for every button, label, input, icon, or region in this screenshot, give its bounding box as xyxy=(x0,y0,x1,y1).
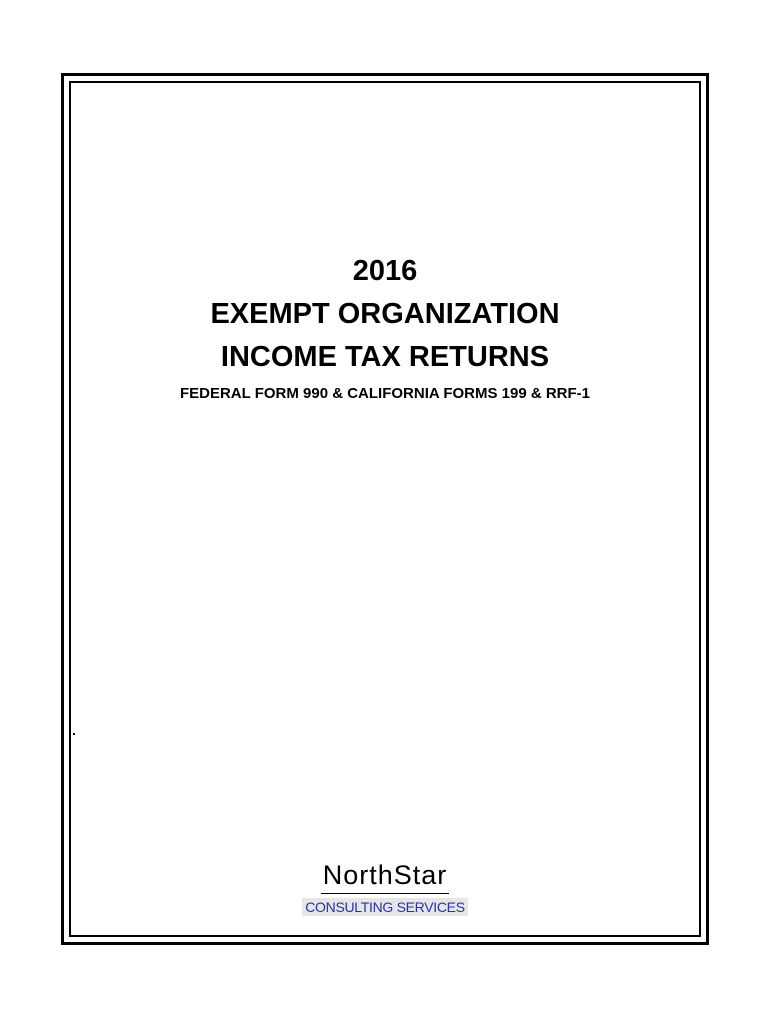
company-logo xyxy=(0,858,770,916)
page-border-inner xyxy=(69,81,701,937)
title-line-exempt-organization: EXEMPT ORGANIZATION xyxy=(210,298,560,330)
stray-mark xyxy=(73,733,75,735)
cover-subtitle: FEDERAL FORM 990 & CALIFORNIA FORMS 199 & RRF-1 xyxy=(179,385,591,402)
logo-tagline: CONSULTING SERVICES xyxy=(302,898,467,916)
cover-title xyxy=(0,250,770,379)
title-line-income-tax-returns: INCOME TAX RETURNS xyxy=(220,341,550,373)
title-year: 2016 xyxy=(352,255,418,287)
logo-name: NorthStar xyxy=(321,858,450,894)
